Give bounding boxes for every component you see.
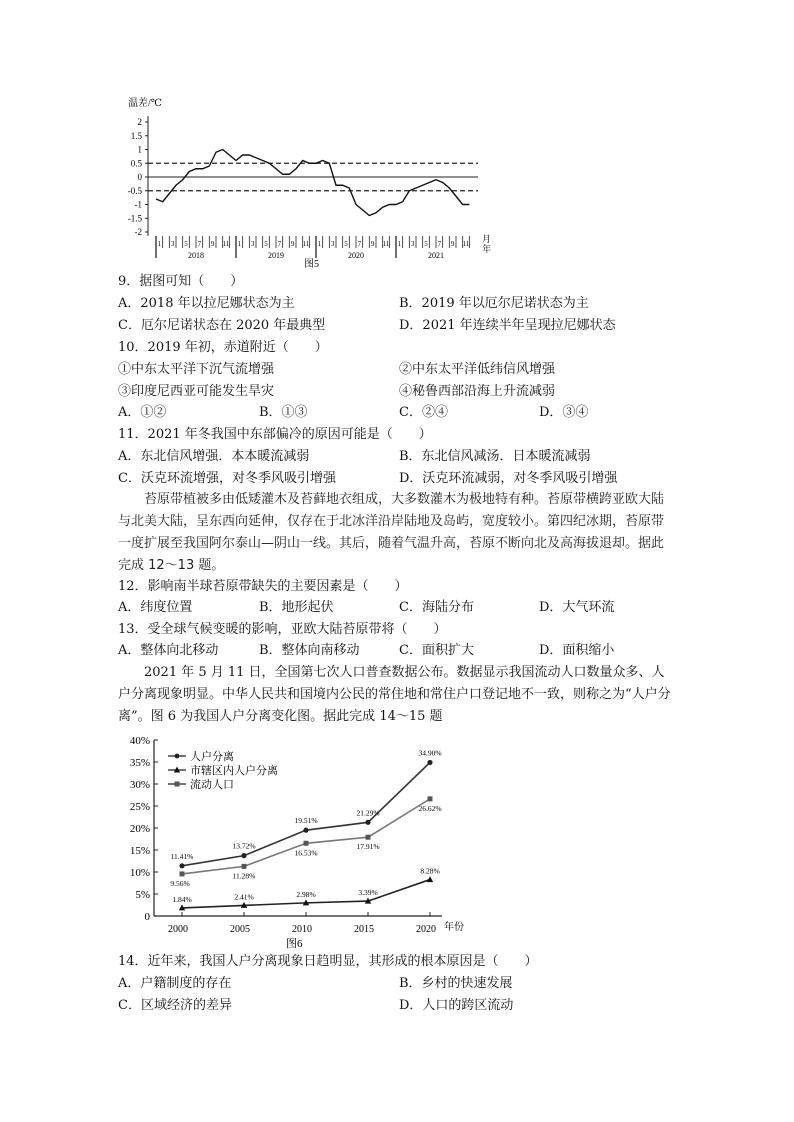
q13-option-d: D．面积缩小	[539, 643, 615, 658]
q14-option-c: C．区域经济的差异	[118, 998, 232, 1013]
fig5-month-label: 5	[184, 240, 188, 248]
q12-option-a: A．纬度位置	[118, 600, 193, 615]
q13-stem: 13．受全球气候变暖的影响，亚欧大陆苔原带将（ ）	[118, 622, 447, 637]
q10-statement-2: ②中东太平洋低纬信风增强	[399, 362, 556, 377]
fig5-axis-end-label-2: 年	[482, 244, 492, 254]
fig6-point-square	[304, 841, 309, 846]
fig6-data-label: 11.41%	[170, 851, 194, 861]
fig6-data-label: 11.28%	[232, 871, 256, 881]
fig6-x-tick-label: 2015	[354, 924, 374, 935]
fig6-legend-marker	[175, 782, 180, 787]
fig6-data-label: 17.91%	[356, 842, 380, 852]
fig5-axis-end-label: 月	[482, 234, 492, 244]
fig5-month-label: 11	[222, 240, 230, 248]
q12-option-d: D．大气环流	[539, 600, 615, 615]
q10-option-c: C．②④	[399, 405, 448, 420]
fig6-legend-label: 流动人口	[190, 779, 234, 791]
fig6-legend-label: 人户分离	[190, 751, 234, 763]
q9-option-d: D．2021 年连续半年呈现拉尼娜状态	[399, 318, 616, 333]
fig5-y-tick-label: 0	[137, 172, 142, 182]
fig5-year-label: 2021	[428, 251, 444, 260]
fig6-data-label: 9.56%	[170, 878, 190, 888]
census-passage	[118, 662, 674, 728]
fig5-month-label: 7	[197, 240, 202, 248]
fig5-caption: 图5	[304, 259, 319, 270]
q9-option-c: C．厄尔尼诺状态在 2020 年最典型	[118, 318, 326, 333]
q12-option-c: C．海陆分布	[399, 600, 474, 615]
q14-option-d: D．人口的跨区流动	[399, 998, 514, 1013]
q14-option-b: B．乡村的快速发展	[399, 976, 513, 991]
q11-option-b: B．东北信风减汤．日本暖流减弱	[399, 449, 591, 464]
q10-option-d: D．③④	[539, 405, 589, 420]
q10-statement-3: ③印度尼西亚可能发生旱灾	[118, 384, 275, 399]
fig6-data-label: 34.90%	[418, 748, 442, 758]
fig5-year-label: 2018	[188, 251, 204, 260]
fig5-month-label: 11	[382, 240, 390, 248]
fig6-point-square	[428, 796, 433, 801]
q10-stem: 10．2019 年初，赤道附近（ ）	[118, 340, 328, 355]
fig5-month-label: 5	[264, 240, 268, 248]
fig6-x-tick-label: 2020	[416, 924, 436, 935]
fig5-year-label: 2020	[348, 251, 364, 260]
q10-statement-4: ④秘鲁西部沿海上升流减弱	[399, 384, 556, 399]
fig6-data-label: 1.84%	[172, 894, 192, 904]
fig5-series-line	[156, 150, 469, 216]
fig6-point-circle	[241, 853, 246, 858]
fig5-month-label: 1	[237, 240, 242, 248]
q11-option-d: D．沃克环流减弱，对冬季风吸引增强	[399, 471, 618, 486]
fig5-month-label: 3	[410, 240, 415, 248]
fig5-month-label: 11	[462, 240, 470, 248]
q13-option-b: B．整体向南移动	[259, 643, 360, 658]
q11-stem: 11．2021 年冬我国中东部偏冷的原因可能是（ ）	[118, 427, 432, 442]
fig5-month-label: 9	[290, 240, 295, 248]
q12-option-b: B．地形起伏	[259, 600, 334, 615]
fig6-data-label: 13.72%	[232, 841, 256, 851]
q12-stem: 12．影响南半球苔原带缺失的主要因素是（ ）	[118, 579, 408, 594]
fig5-year-label: 2019	[268, 251, 284, 260]
q10-option-a: A．①②	[118, 405, 167, 420]
fig6-y-tick-label: 25%	[129, 801, 150, 813]
fig6-point-circle	[303, 828, 308, 833]
fig6-caption: 图6	[286, 938, 303, 950]
q10-option-b: B．①③	[259, 405, 308, 420]
fig6-data-label: 3.39%	[358, 888, 378, 898]
fig6-data-label: 2.98%	[296, 889, 316, 899]
fig6-y-tick-label: 40%	[129, 735, 150, 747]
fig5-month-label: 5	[424, 240, 428, 248]
fig6-legend-label: 市辖区内人户分离	[190, 765, 278, 777]
fig6-x-axis-label: 年份	[444, 922, 464, 933]
fig6-y-tick-label: 35%	[129, 757, 150, 769]
fig5-month-label: 7	[277, 240, 282, 248]
fig5-y-tick-label: -1	[134, 199, 142, 210]
fig6-y-tick-label: 10%	[129, 867, 150, 879]
fig5-month-label: 7	[437, 240, 442, 248]
fig5-month-label: 1	[397, 240, 402, 248]
fig5-month-label: 1	[157, 240, 162, 248]
fig6-point-triangle	[427, 876, 433, 882]
fig6-point-circle	[365, 820, 370, 825]
fig5-month-label: 9	[370, 240, 375, 248]
q13-option-c: C．面积扩大	[399, 643, 474, 658]
fig6-y-tick-label: 20%	[129, 823, 150, 835]
fig6-series-line-2	[182, 799, 430, 874]
fig5-month-label: 11	[302, 240, 310, 248]
fig5-month-label: 5	[344, 240, 348, 248]
q10-statement-1: ①中东太平洋下沉气流增强	[118, 362, 275, 377]
fig5-month-label: 3	[250, 240, 255, 248]
fig5-y-tick-label: -1.5	[127, 213, 142, 224]
fig5-y-tick-label: 2	[137, 117, 142, 127]
figure-6-household-separation-chart	[112, 730, 472, 952]
q9-stem: 9．据图可知（ ）	[118, 274, 244, 289]
fig5-y-tick-label: -2	[134, 227, 142, 237]
fig5-month-label: 9	[450, 240, 455, 248]
fig6-y-tick-label: 5%	[135, 889, 150, 901]
q14-stem: 14．近年来，我国人户分离现象日趋明显，其形成的根本原因是（ ）	[118, 954, 538, 969]
q11-option-c: C．沃克环流增强，对冬季风吸引增强	[118, 471, 336, 486]
fig5-month-label: 1	[317, 240, 322, 248]
q9-option-b: B．2019 年以厄尔尼诺状态为主	[399, 296, 589, 311]
q13-option-a: A．整体向北移动	[118, 643, 219, 658]
fig6-y-tick-label: 30%	[129, 779, 150, 791]
fig5-y-axis-label: 温差/℃	[128, 98, 162, 109]
fig5-month-label: 3	[330, 240, 335, 248]
fig5-month-label: 3	[170, 240, 175, 248]
fig6-point-circle	[427, 760, 432, 765]
tundra-passage	[118, 489, 674, 577]
fig6-data-label: 21.29%	[356, 808, 380, 818]
fig6-point-square	[366, 835, 371, 840]
fig5-month-label: 9	[210, 240, 215, 248]
fig5-y-tick-label: 1	[137, 144, 142, 155]
fig6-data-label: 8.28%	[420, 866, 440, 876]
fig5-month-label: 7	[357, 240, 362, 248]
fig6-data-label: 26.62%	[418, 803, 442, 813]
census-passage-text: 2021 年 5 月 11 日，全国第七次人口普查数据公布。数据显示我国流动人口数量众多、人户分离现象明显。中华人民共和国境内公民的常住地和常住户口登记地不一致，则称之为“人户分离”。图 6 为我国人户分离变化图。据此完成 14～15 题	[118, 665, 671, 724]
fig6-data-label: 19.51%	[294, 816, 318, 826]
tundra-passage-text: 苔原带植被多由低矮灌木及苔藓地衣组成，大多数灌木为极地特有种。苔原带横跨亚欧大陆与北美大陆，呈东西向延伸，仅存在于北冰洋沿岸陆地及岛屿，宽度较小。第四纪冰期，苔原带一度扩展至我国阿尔泰山—阴山一线。其后，随着气温升高，苔原不断向北及高海拔退却。据此完成 12～13 题。	[118, 492, 665, 573]
q9-option-a: A．2018 年以拉尼娜状态为主	[118, 296, 295, 311]
fig5-y-tick-label: 1.5	[130, 130, 142, 141]
fig6-x-tick-label: 2010	[292, 924, 312, 935]
fig6-data-label: 2.41%	[234, 892, 254, 902]
fig5-y-tick-label: -0.5	[127, 185, 142, 196]
fig6-point-circle	[179, 863, 184, 868]
fig6-x-tick-label: 2005	[230, 924, 250, 935]
fig6-x-tick-label: 2000	[168, 924, 188, 935]
fig6-y-tick-label: 0	[144, 911, 150, 923]
fig6-point-square	[180, 871, 185, 876]
fig6-data-label: 16.53%	[294, 848, 318, 858]
fig6-legend-marker	[175, 754, 180, 759]
fig6-point-square	[242, 864, 247, 869]
figure-5-temperature-anomaly-chart	[118, 92, 498, 272]
q11-option-a: A．东北信风增强．本本暖流减弱	[118, 449, 310, 464]
q14-option-a: A．户籍制度的存在	[118, 976, 232, 991]
fig6-y-tick-label: 15%	[129, 845, 150, 857]
fig5-y-tick-label: 0.5	[130, 158, 142, 169]
